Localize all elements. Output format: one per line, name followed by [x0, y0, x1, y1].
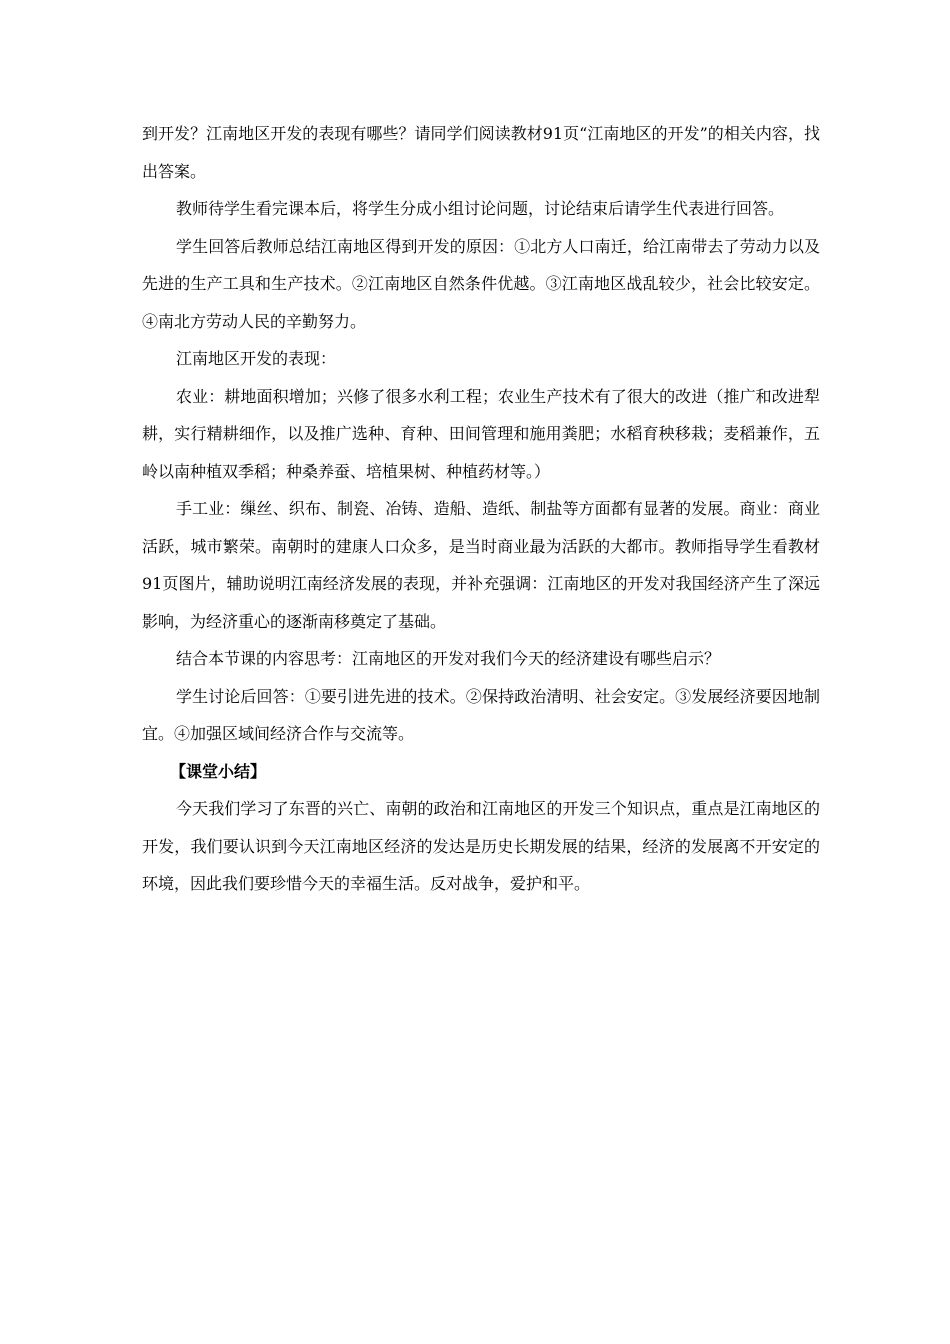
paragraph-handicraft-commerce: 手工业：缫丝、织布、制瓷、冶铸、造船、造纸、制盐等方面都有显著的发展。商业：商业活跃，城市繁荣。南朝时的建康人口众多，是当时商业最为活跃的大都市。教师指导学生看教材91页图片，辅助说明江南经济发展的表现，并补充强调：江南地区的开发对我国经济产生了深远影响，为经济重心的逐渐南移奠定了基础。: [142, 499, 820, 631]
paragraph-continuation: 到开发？江南地区开发的表现有哪些？请同学们阅读教材91页“江南地区的开发”的相关内容，找出答案。: [142, 124, 820, 181]
document-body: [142, 115, 820, 903]
paragraph-teacher-instruction: 教师待学生看完课本后，将学生分成小组讨论问题，讨论结束后请学生代表进行回答。: [176, 199, 785, 218]
paragraph-summary: 今天我们学习了东晋的兴亡、南朝的政治和江南地区的开发三个知识点，重点是江南地区的开发，我们要认识到今天江南地区经济的发达是历史长期发展的结果，经济的发展离不开安定的环境，因此我们要珍惜今天的幸福生活。反对战争，爱护和平。: [142, 799, 820, 893]
paragraph-reflection-question: 结合本节课的内容思考：江南地区的开发对我们今天的经济建设有哪些启示？: [176, 649, 721, 668]
paragraph-agriculture: 农业：耕地面积增加；兴修了很多水利工程；农业生产技术有了很大的改进（推广和改进犁耕，实行精耕细作，以及推广选种、育种、田间管理和施用粪肥；水稻育秧移栽；麦稻兼作，五岭以南种植双季稻；种桑养蚕、培植果树、种植药材等。）: [142, 386, 820, 481]
paragraph-student-answer: 学生讨论后回答：①要引进先进的技术。②保持政治清明、社会安定。③发展经济要因地制宜。④加强区域间经济合作与交流等。: [142, 686, 820, 743]
section-heading-summary: 【课堂小结】: [170, 761, 267, 781]
paragraph-development-reasons: 学生回答后教师总结江南地区得到开发的原因：①北方人口南迁，给江南带去了劳动力以及先进的生产工具和生产技术。②江南地区自然条件优越。③江南地区战乱较少，社会比较安定。④南北方劳动人民的辛勤努力。: [142, 236, 820, 331]
paragraph-development-manifestations: 江南地区开发的表现：: [176, 349, 337, 368]
